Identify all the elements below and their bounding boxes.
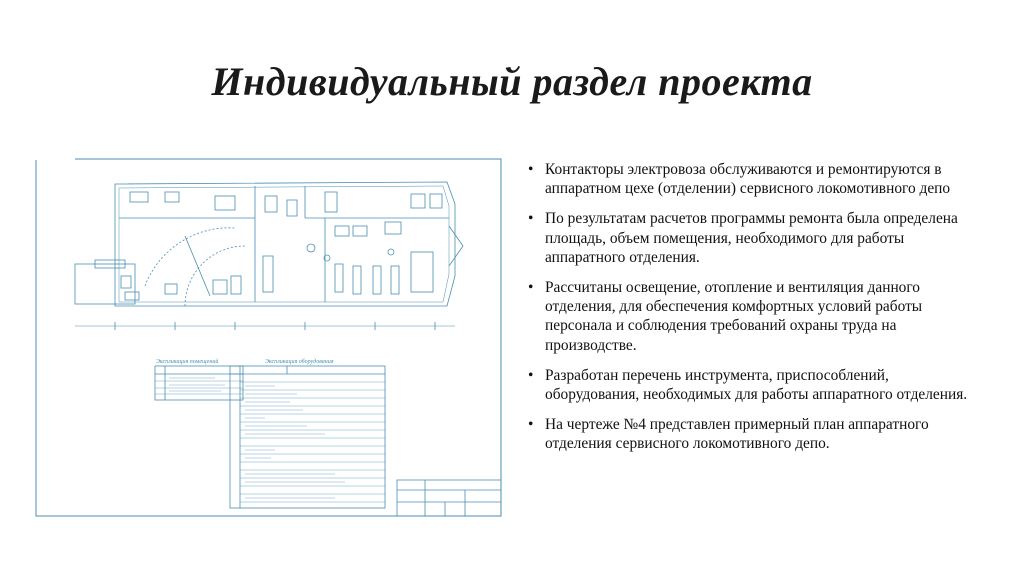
bullet-dot-icon: • [528,416,534,434]
bullet-item [528,366,968,404]
bullet-text: Разработан перечень инструмента, приспособлений, оборудования, необходимых для работы аппаратного отделения. [545,366,968,404]
bullet-dot-icon: • [528,161,534,178]
bullet-list [528,160,968,465]
bullet-item [528,415,968,453]
bullet-text: По результатам расчетов программы ремонта была определена площадь, объем помещения, необходимого для работы аппаратного отделения. [545,210,958,266]
equipment-table-title: Экспликация оборудования [265,359,334,365]
slide-title: Индивидуальный раздел проекта [211,59,813,104]
bullet-dot-icon: • [528,210,534,228]
rooms-table-title: Экспликация помещений [156,359,219,365]
bullet-item [528,278,968,355]
bullet-text: На чертеже №4 представлен примерный план аппаратного отделения сервисного локомотивного депо. [545,416,929,453]
bullet-dot-icon: • [528,366,534,384]
bullet-text: Рассчитаны освещение, отопление и вентиляция данного отделения, для обеспечения комфортных условий работы персонала и соблюдения требований охраны труда на производстве. [545,279,923,354]
bullet-item [528,160,968,198]
bullet-text: Контакторы электровоза обслуживаются и ремонтируются в аппаратном цехе (отделении) сервисного локомотивного депо [545,161,951,198]
bullet-dot-icon: • [528,279,534,297]
floor-plan-drawing [35,156,503,518]
bullet-item [528,209,968,267]
